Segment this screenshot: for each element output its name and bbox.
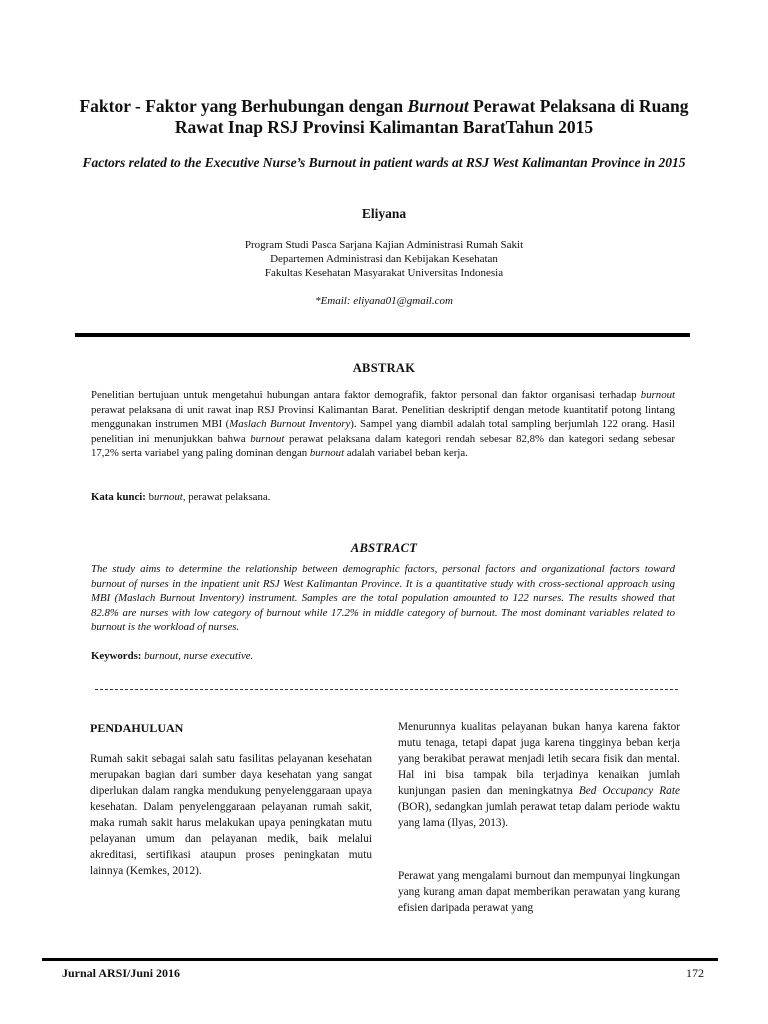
subtitle-part-1: Factors related to the Executive Nurse’s Burnout — [82, 155, 356, 170]
section-heading: PENDAHULUAN — [90, 721, 184, 735]
page-number: 172 — [686, 966, 704, 980]
keywords — [91, 649, 675, 664]
title-part-2: Perawat Pelaksana di Ruang Rawat Inap RSJ Provinsi Kalimantan BaratTahun 2015 — [174, 96, 689, 137]
affiliation-line: Fakultas Kesehatan Masyarakat Universitas Indonesia — [264, 267, 504, 279]
body-right-text-1: Menurunnya kualitas pelayanan bukan hanya karena faktor mutu tenaga, tetapi dapat juga karena tingginya beban kerja yang berakibat perawat menjadi letih secara fisik dan mental. Hal ini bisa tampak bila terjadinya kenaikan jumlah kunjungan pasien dan meningkatnya — [398, 721, 680, 797]
journal-name: Jurnal ARSI/Juni 2016 — [62, 966, 181, 980]
abstrak-text-5: adalah variabel beban kerja. — [344, 447, 468, 460]
abstrak-emphasis-2: Maslach Burnout Inventory — [229, 418, 351, 431]
abstract-paragraph: The study aims to determine the relationship between demographic factors, personal factors and organizational factors toward burnout of nurses in the inpatient unit RSJ West Kalimantan Province. It is a quantitative study with cross-sectional approach using MBI (Maslach Burnout Inventory) instrument. Samples are the total population amounted to 122 nurses. The results showed that 82.8% are nurses with low category of burnout while 17.2% in middle category of burnout. The most dominant variables related to burnout is the workload of nurses. — [91, 563, 675, 634]
subtitle-part-2: in patient wards at RSJ West Kalimantan Province in 2015 — [355, 155, 686, 170]
body-right-paragraph-1 — [398, 719, 680, 831]
article-title — [60, 96, 708, 138]
abstrak-heading: ABSTRAK — [352, 361, 416, 375]
kata-kunci-label: Kata kunci: — [91, 491, 146, 503]
footer-divider — [42, 958, 718, 961]
kata-kunci — [91, 490, 675, 505]
author-email: *Email: eliyana01@gmail.com — [315, 295, 453, 307]
keywords-label: Keywords: — [91, 650, 142, 662]
article-subtitle — [70, 154, 698, 171]
title-emphasis: Burnout — [407, 96, 469, 116]
body-left-paragraph: Rumah sakit sebagai salah satu fasilitas pelayanan kesehatan merupakan bagian dari sumber daya kesehatan yang sangat diperlukan dalam rangka mendukung penyelenggaraan upaya kesehatan. Dalam penyelenggaraan pelayanan rumah sakit, maka rumah sakit harus melakukan upaya peningkatan mutu pelayanan umum dan pelayanan medik, baik melalui akreditasi, sertifikasi ataupun proses peningkatan mutu lainnya (Kemkes, 2012). — [90, 753, 372, 877]
kata-kunci-emphasis: urnout — [154, 491, 183, 503]
abstrak-text-4: perawat pelaksana dalam kategori rendah sebesar 82,8% dan kategori sedang sebesar 17,2% serta variabel yang paling dominan dengan — [91, 432, 676, 460]
abstrak-text-2: perawat pelaksana di unit rawat inap RSJ Provinsi Kalimantan Barat. Penelitian deskriptif dengan metode kuantitatif potong lintang menggunakan instrumen MBI ( — [91, 403, 675, 431]
header-divider — [75, 333, 690, 337]
kata-kunci-rest: , perawat pelaksana. — [182, 491, 271, 503]
affiliation — [0, 238, 768, 280]
affiliation-line: Program Studi Pasca Sarjana Kajian Administrasi Rumah Sakit — [244, 239, 524, 251]
body-right-paragraph-2: Perawat yang mengalami burnout dan mempunyai lingkungan yang kurang aman dapat memberikan perawatan yang kurang efisien daripada perawat yang — [398, 870, 680, 914]
body-right-emphasis: Bed Occupancy Rate — [578, 785, 680, 797]
dashed-divider — [95, 689, 678, 690]
body-right-text-2: (BOR), sedangkan jumlah perawat tetap dalam periode waktu yang lama (Ilyas, 2013). — [398, 801, 680, 829]
abstrak-emphasis-4: burnout — [309, 447, 345, 460]
title-part-1: Faktor - Faktor yang Berhubungan dengan — [79, 96, 408, 116]
abstrak-emphasis-3: burnout — [250, 432, 285, 445]
kata-kunci-b: b — [145, 491, 155, 503]
abstract-heading: ABSTRACT — [350, 541, 418, 555]
keywords-text: burnout, nurse executive. — [141, 650, 254, 662]
abstrak-emphasis-1: burnout — [640, 389, 675, 401]
affiliation-line: Departemen Administrasi dan Kebijakan Kesehatan — [270, 253, 498, 265]
author-name: Eliyana — [361, 206, 407, 221]
abstrak-paragraph — [91, 388, 675, 461]
abstrak-text-3: ). Sampel yang diambil adalah total sampling berjumlah 122 orang. Hasil penelitian ini menunjukkan bahwa — [91, 418, 676, 445]
abstrak-text-1: Penelitian bertujuan untuk mengetahui hubungan antara faktor demografik, faktor personal dan faktor organisasi terhadap — [91, 389, 641, 401]
